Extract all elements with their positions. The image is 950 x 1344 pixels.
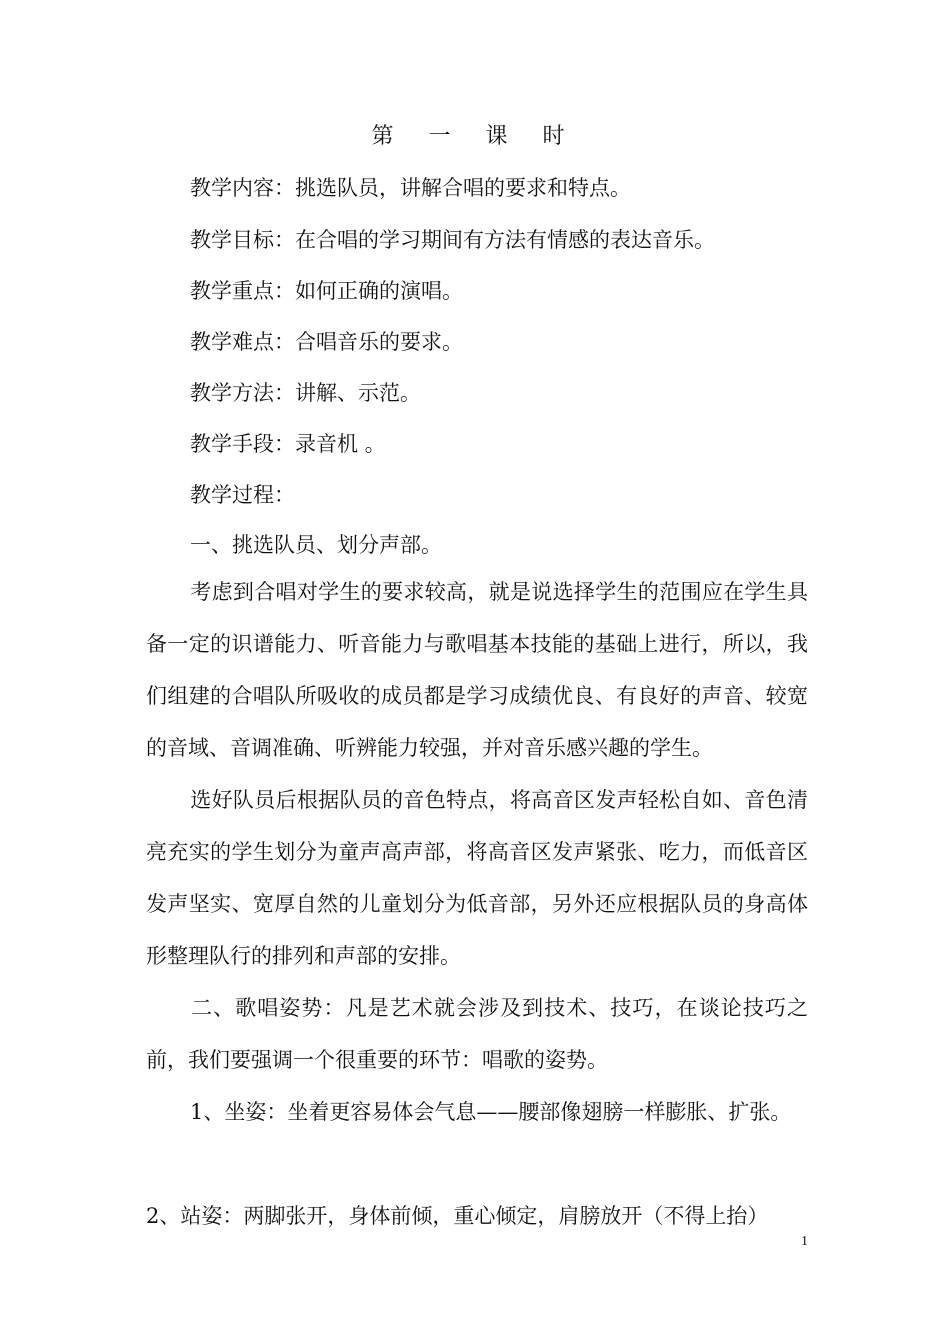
paragraph-singing-posture: 二、歌唱姿势：凡是艺术就会涉及到技术、技巧，在谈论技巧之前，我们要强调一个很重要的环节：唱歌的姿势。: [146, 996, 808, 1072]
paragraph-voice-division: 选好队员后根据队员的音色特点，将高音区发声轻松自如、音色清亮充实的学生划分为童声高声部，将高音区发声紧张、吃力，而低音区发声坚实、宽厚自然的儿童划分为低音部，另外还应根据队员的身高体形整理队行的排列和声部的安排。: [146, 788, 808, 968]
teaching-goal: 教学目标：在合唱的学习期间有方法有情感的表达音乐。: [190, 228, 715, 252]
teaching-tools: 教学手段：录音机 。: [190, 432, 386, 456]
paragraph-selection-criteria: 考虑到合唱对学生的要求较高，就是说选择学生的范围应在学生具备一定的识谱能力、听音能力与歌唱基本技能的基础上进行，所以，我们组建的合唱队所吸收的成员都是学习成绩优良、有良好的声音、较宽的音域、音调准确、听辨能力较强，并对音乐感兴趣的学生。: [146, 580, 808, 760]
teaching-method: 教学方法：讲解、示范。: [190, 381, 421, 405]
teaching-process-heading: 教学过程：: [190, 483, 295, 507]
page-number: 1: [801, 1234, 808, 1249]
paragraph-standing-posture: 2、站姿：两脚张开，身体前倾，重心倾定，肩膀放开（不得上抬）: [146, 1204, 769, 1228]
teaching-key-point: 教学重点：如何正确的演唱。: [190, 279, 463, 303]
section-one-heading: 一、挑选队员、划分声部。: [190, 533, 442, 557]
teaching-content: 教学内容：挑选队员，讲解合唱的要求和特点。: [190, 176, 631, 200]
lesson-title: 第 一 课 时: [371, 124, 579, 149]
paragraph-sitting-posture: 1、坐姿：坐着更容易体会气息——腰部像翅膀一样膨胀、扩张。: [190, 1100, 792, 1124]
teaching-difficulty: 教学难点：合唱音乐的要求。: [190, 330, 463, 354]
